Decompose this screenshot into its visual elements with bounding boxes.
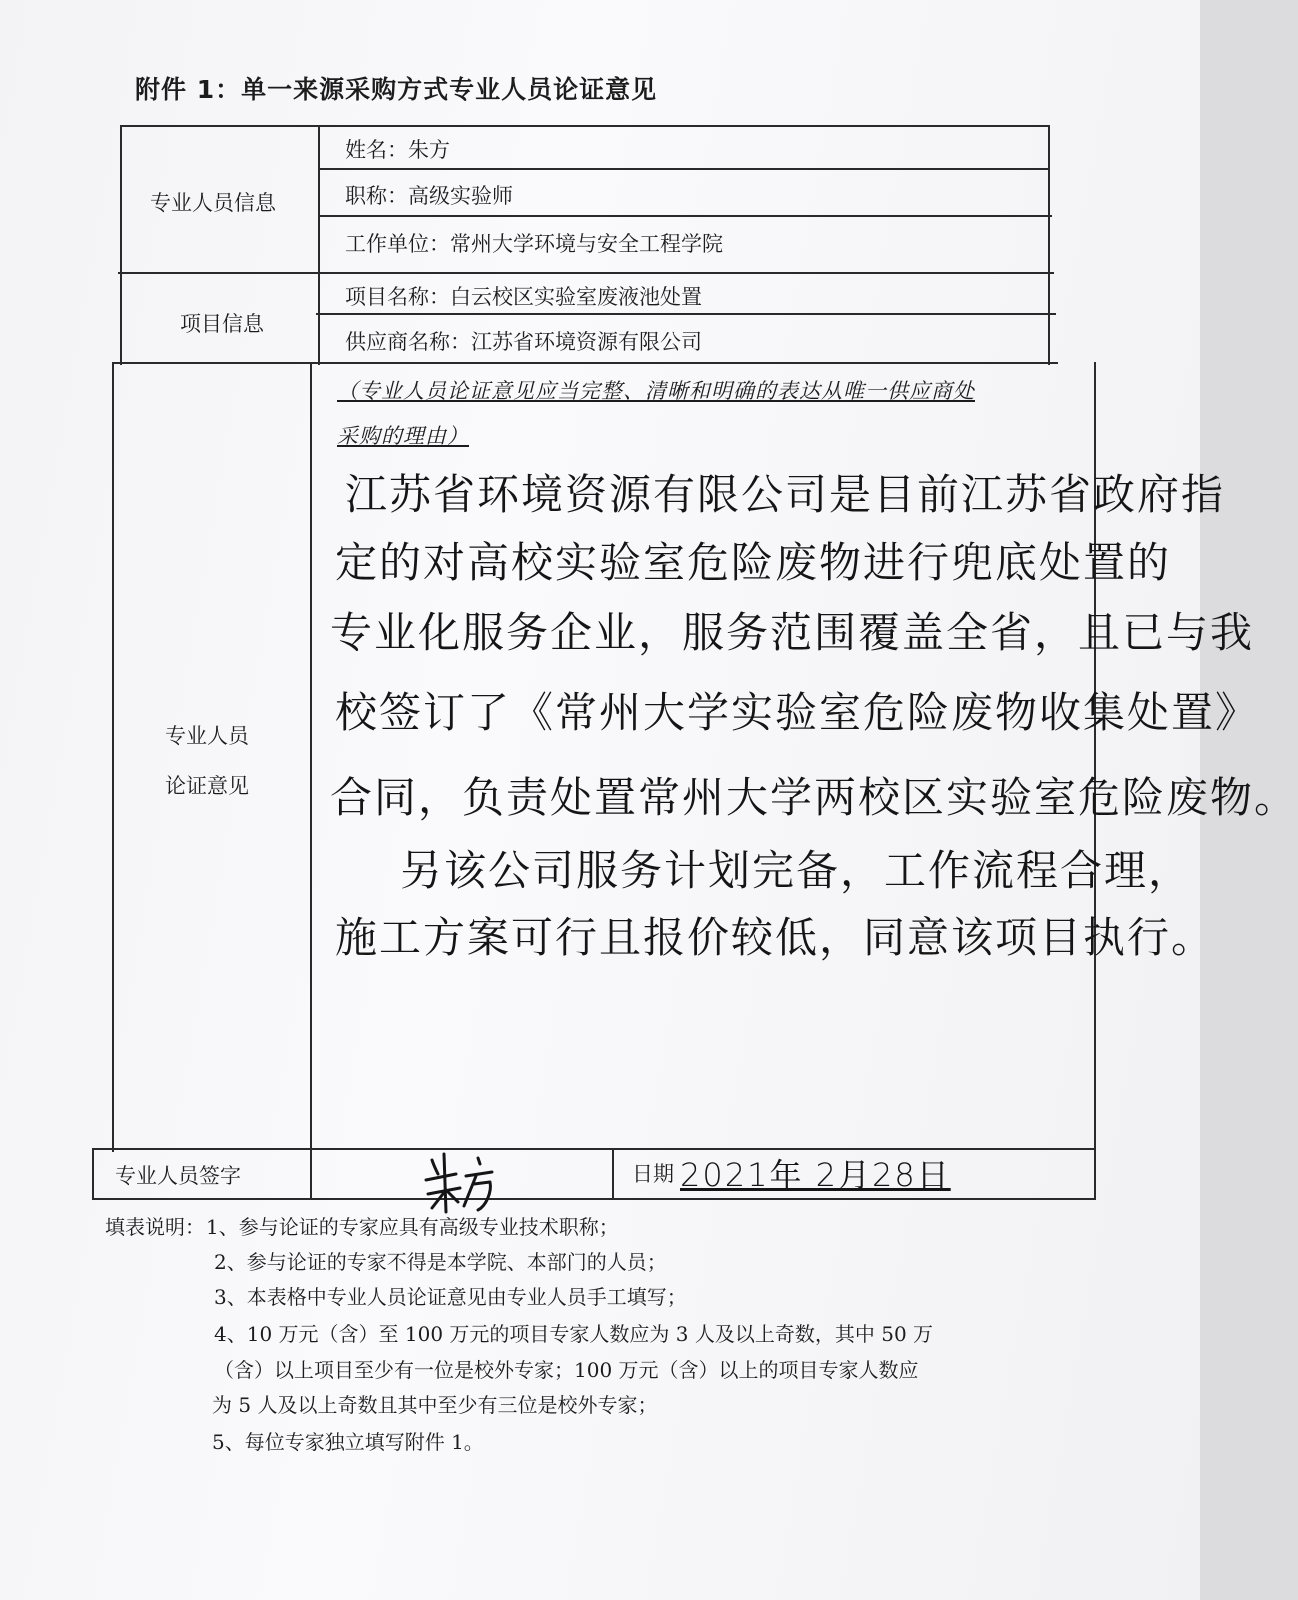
handwritten-opinion-line: 江苏省环境资源有限公司是目前江苏省政府指 (345, 470, 1226, 519)
table-rule (92, 1148, 94, 1200)
note-item: 为 5 人及以上奇数且其中至少有三位是校外专家； (212, 1393, 658, 1417)
expert-info-label: 专业人员信息 (150, 191, 276, 215)
handwritten-opinion-line: 施工方案可行且报价较低，同意该项目执行。 (335, 913, 1216, 962)
expert-name: 姓名：朱方 (345, 138, 450, 162)
table-rule (318, 168, 1050, 170)
handwritten-opinion-line: 校签订了《常州大学实验室危险废物收集处置》 (335, 688, 1260, 737)
project-name: 项目名称：白云校区实验室废液池处置 (345, 285, 702, 309)
date-value: 2021年 2月28日 (680, 1156, 951, 1194)
opinion-label-line2: 论证意见 (165, 774, 249, 798)
table-rule (318, 215, 1052, 217)
table-rule (92, 1198, 1096, 1200)
table-rule (120, 125, 1050, 127)
expert-job-title: 职称：高级实验师 (345, 184, 513, 208)
notes-heading: 填表说明： (105, 1215, 205, 1239)
opinion-instruction-line2: 采购的理由） (337, 424, 469, 448)
handwritten-opinion-line: 合同，负责处置常州大学两校区实验室危险废物。 (330, 773, 1298, 822)
handwritten-opinion-line: 专业化服务企业，服务范围覆盖全省，且已与我 (330, 608, 1255, 657)
table-rule (310, 362, 312, 1200)
note-item: 2、参与论证的专家不得是本学院、本部门的人员； (214, 1250, 667, 1274)
note-item: 3、本表格中专业人员论证意见由专业人员手工填写； (214, 1285, 687, 1309)
table-rule (112, 362, 1058, 364)
document-title: 附件 1：单一来源采购方式专业人员论证意见 (135, 75, 658, 104)
table-rule (612, 1148, 614, 1200)
table-rule (118, 272, 1054, 274)
signature-label: 专业人员签字 (115, 1164, 241, 1188)
handwritten-opinion-line: 定的对高校实验室危险废物进行兜底处置的 (335, 538, 1172, 587)
opinion-instruction-line1: （专业人员论证意见应当完整、清晰和明确的表达从唯一供应商处 (337, 379, 975, 403)
handwritten-opinion-line: 另该公司服务计划完备，工作流程合理， (400, 846, 1193, 895)
expert-workplace: 工作单位：常州大学环境与安全工程学院 (345, 232, 723, 256)
table-rule (112, 362, 114, 1152)
table-rule (120, 125, 122, 365)
opinion-label-line1: 专业人员 (165, 724, 249, 748)
handwritten-signature (420, 1150, 500, 1220)
note-item: 5、每位专家独立填写附件 1。 (212, 1430, 484, 1454)
table-rule (1048, 125, 1050, 365)
note-item: 4、10 万元（含）至 100 万元的项目专家人数应为 3 人及以上奇数，其中 50 万 (214, 1322, 934, 1346)
project-info-label: 项目信息 (180, 312, 264, 336)
table-rule (316, 313, 1056, 315)
date-label: 日期 (632, 1162, 674, 1186)
note-item: （含）以上项目至少有一位是校外专家；100 万元（含）以上的项目专家人数应 (214, 1358, 919, 1382)
table-rule (318, 125, 320, 365)
note-item: 1、参与论证的专家应具有高级专业技术职称； (206, 1215, 619, 1239)
supplier-name: 供应商名称：江苏省环境资源有限公司 (345, 330, 702, 354)
